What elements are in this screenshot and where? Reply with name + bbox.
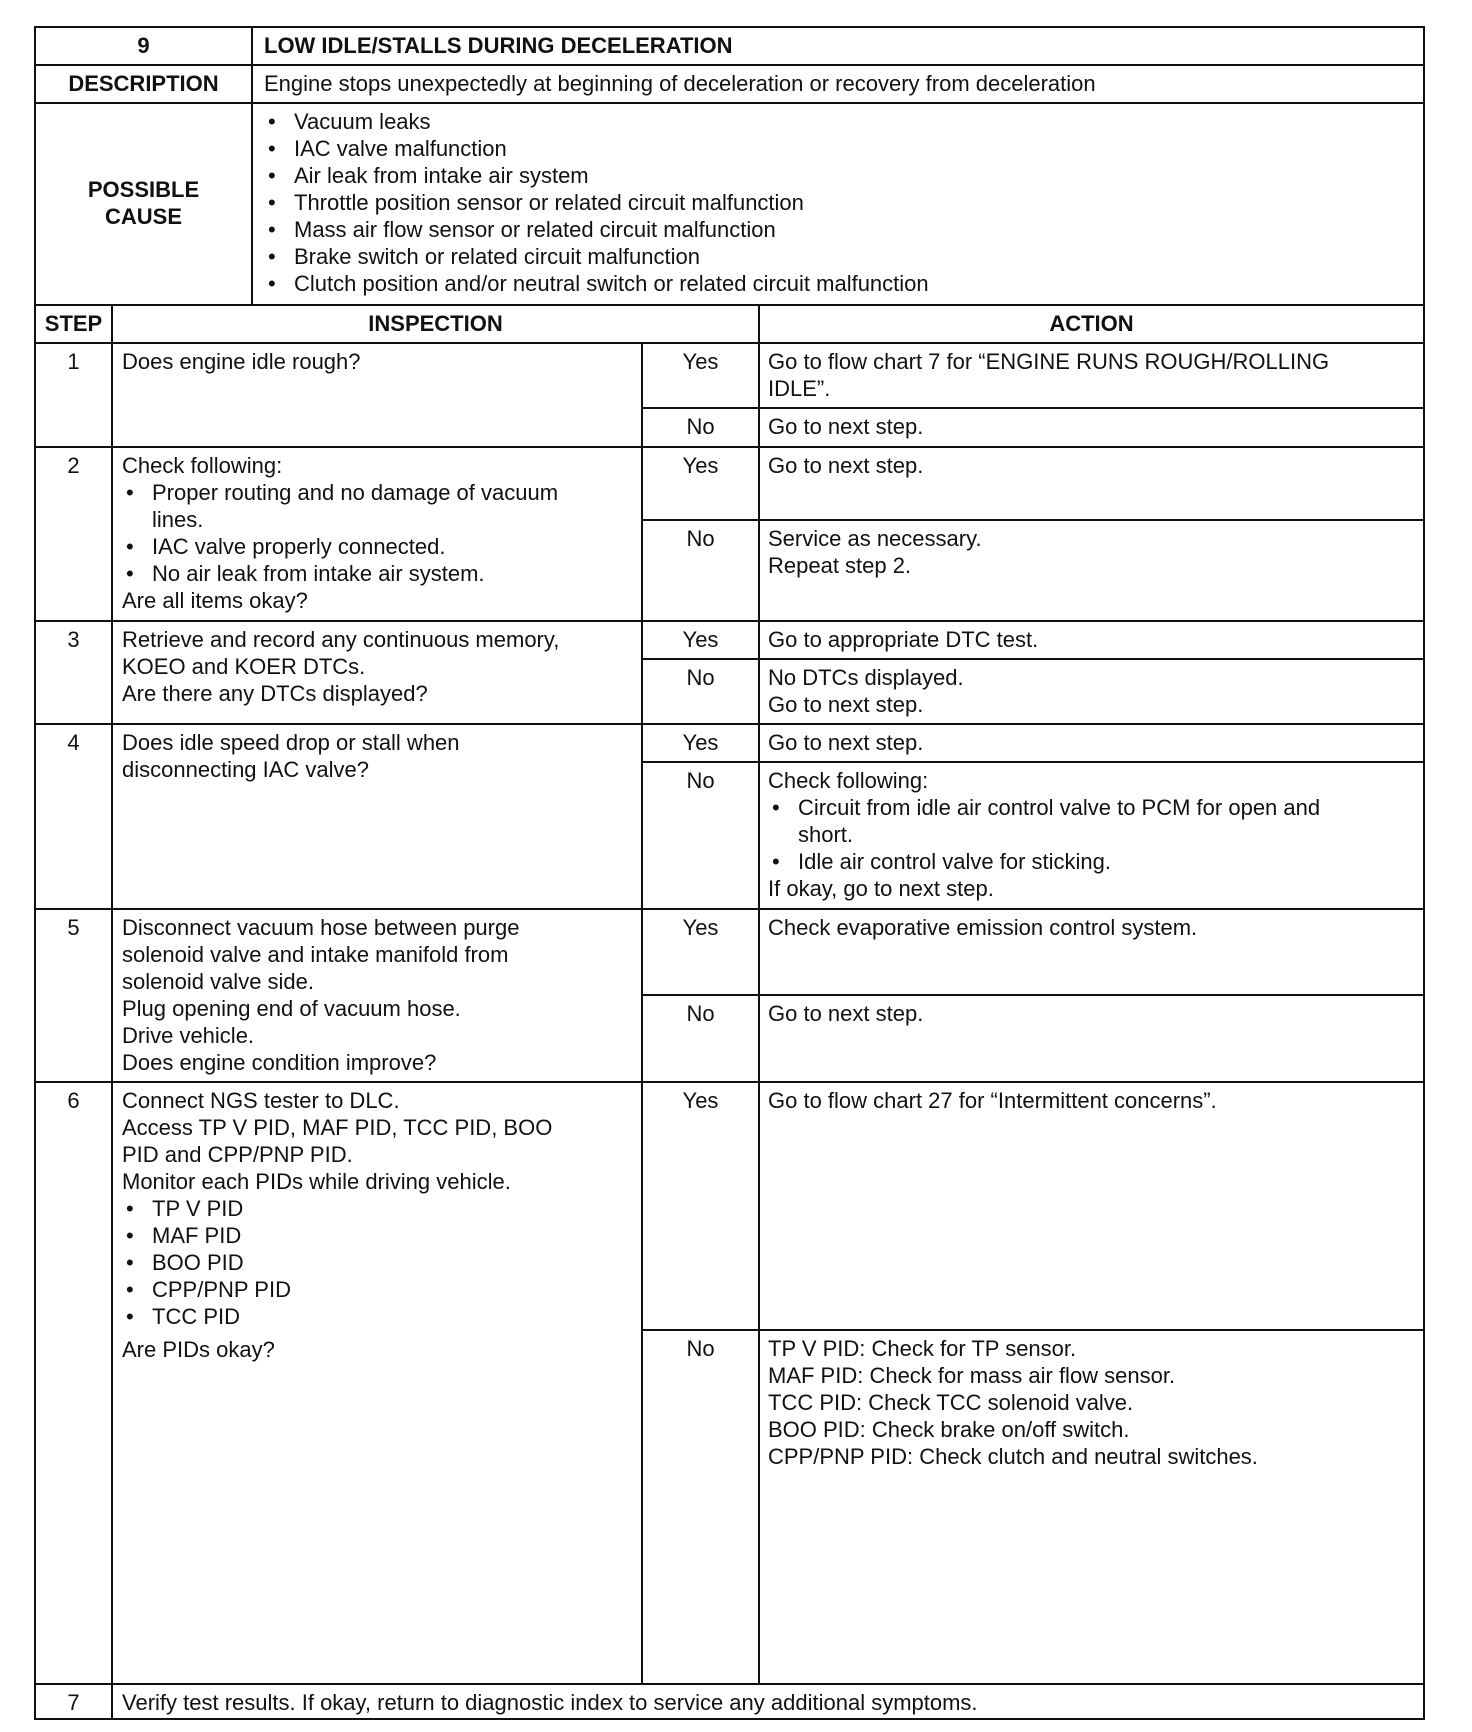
list-item: • Proper routing and no damage of vacuum <box>122 479 637 506</box>
list-item: • Clutch position and/or neutral switch or related circuit malfunction <box>264 270 1414 297</box>
yes-action: Go to next step. <box>768 453 924 478</box>
rule <box>36 102 1423 104</box>
rule <box>36 723 1423 725</box>
list-item: • TCC PID <box>122 1303 637 1330</box>
step-number: 2 <box>67 453 80 478</box>
possible-cause-list <box>264 108 1414 297</box>
rule <box>36 64 1423 66</box>
no-label: No <box>686 1336 715 1361</box>
no-action: TP V PID: Check for TP sensor. MAF PID: Check for mass air flow sensor. TCC PID: Check TCC solenoid valve. BOO PID: Check brake on/off switch. CPP/PNP PID: Check clutch and neutral switches. <box>768 1336 1258 1469</box>
column-header-step: STEP <box>44 311 103 336</box>
list-item: • Vacuum leaks <box>264 108 1414 135</box>
rule <box>36 620 1423 622</box>
no-label: No <box>686 414 715 439</box>
list-item: • MAF PID <box>122 1222 637 1249</box>
list-item: • Circuit from idle air control valve to PCM for open and <box>768 794 1418 821</box>
step-inspection: Disconnect vacuum hose between purge solenoid valve and intake manifold from solenoid valve side. Plug opening end of vacuum hose. Drive vehicle. Does engine condition improve? <box>122 915 520 1075</box>
possible-cause-label: POSSIBLE CAUSE <box>87 177 200 229</box>
no-action: Go to next step. <box>768 1001 924 1026</box>
step-number: 5 <box>67 915 80 940</box>
no-action: Service as necessary. Repeat step 2. <box>768 526 982 578</box>
chart-number: 9 <box>137 33 150 58</box>
column-header-action: ACTION <box>1049 311 1134 336</box>
yes-label: Yes <box>682 453 719 478</box>
yes-action: Go to next step. <box>768 730 924 755</box>
list-item: • No air leak from intake air system. <box>122 560 637 587</box>
yes-action: Go to flow chart 7 for “ENGINE RUNS ROUGH/ROLLING IDLE”. <box>768 349 1330 401</box>
rule <box>36 1081 1423 1083</box>
no-label: No <box>686 1001 715 1026</box>
step-number: 3 <box>67 627 80 652</box>
rule <box>251 28 253 304</box>
rule <box>36 908 1423 910</box>
rule <box>36 304 1423 306</box>
list-item: • Air leak from intake air system <box>264 162 1414 189</box>
yes-label: Yes <box>682 1088 719 1113</box>
list-item: • Brake switch or related circuit malfunction <box>264 243 1414 270</box>
column-header-inspection: INSPECTION <box>368 311 503 336</box>
yes-label: Yes <box>682 915 719 940</box>
list-item: • BOO PID <box>122 1249 637 1276</box>
rule <box>36 1683 1423 1685</box>
step-number: 6 <box>67 1088 80 1113</box>
list-item: • IAC valve malfunction <box>264 135 1414 162</box>
step-number: 4 <box>67 730 80 755</box>
description-label: DESCRIPTION <box>68 71 219 96</box>
rule <box>36 446 1423 448</box>
no-label: No <box>686 526 715 551</box>
yes-label: Yes <box>682 349 719 374</box>
yes-action: Go to flow chart 27 for “Intermittent concerns”. <box>768 1088 1217 1113</box>
yes-action: Go to appropriate DTC test. <box>768 627 1039 652</box>
yes-label: Yes <box>682 627 719 652</box>
list-item: • Mass air flow sensor or related circuit malfunction <box>264 216 1414 243</box>
list-item: • TP V PID <box>122 1195 637 1222</box>
list-item: • IAC valve properly connected. <box>122 533 637 560</box>
yes-action: Check evaporative emission control system. <box>768 915 1198 940</box>
chart-title: LOW IDLE/STALLS DURING DECELERATION <box>264 33 733 58</box>
step-number: 1 <box>67 349 80 374</box>
yes-label: Yes <box>682 730 719 755</box>
no-action: Go to next step. <box>768 414 924 439</box>
rule <box>111 304 113 1718</box>
no-action: Check following: • Circuit from idle air control valve to PCM for open and short. • Idle air control valve for sticking. If okay, go to next step. <box>768 767 1418 902</box>
rule <box>758 304 760 1683</box>
list-item: • CPP/PNP PID <box>122 1276 637 1303</box>
step-inspection: Check following: • Proper routing and no damage of vacuum lines. • IAC valve properly connected. • No air leak from intake air system. Are all items okay? <box>122 452 637 614</box>
no-label: No <box>686 768 715 793</box>
rule <box>36 342 1423 344</box>
list-item: • Throttle position sensor or related circuit malfunction <box>264 189 1414 216</box>
step-inspection: Connect NGS tester to DLC. Access TP V PID, MAF PID, TCC PID, BOO PID and CPP/PNP PID. Monitor each PIDs while driving vehicle. • TP V PID • MAF PID • BOO PID • CPP/PNP PID • TCC PID Are PIDs okay? <box>122 1087 637 1363</box>
step-inspection: Does idle speed drop or stall when disconnecting IAC valve? <box>122 730 460 782</box>
list-item: • Idle air control valve for sticking. <box>768 848 1418 875</box>
no-action: No DTCs displayed. Go to next step. <box>768 665 964 717</box>
step-number: 7 <box>67 1690 80 1715</box>
step-verify-text: Verify test results. If okay, return to diagnostic index to service any additional symptoms. <box>122 1690 978 1715</box>
step-inspection: Retrieve and record any continuous memory, KOEO and KOER DTCs. Are there any DTCs displayed? <box>122 627 560 706</box>
step-inspection: Does engine idle rough? <box>122 349 361 374</box>
no-label: No <box>686 665 715 690</box>
description-text: Engine stops unexpectedly at beginning of deceleration or recovery from deceleration <box>264 71 1096 96</box>
diagnostic-table <box>34 26 1425 1720</box>
